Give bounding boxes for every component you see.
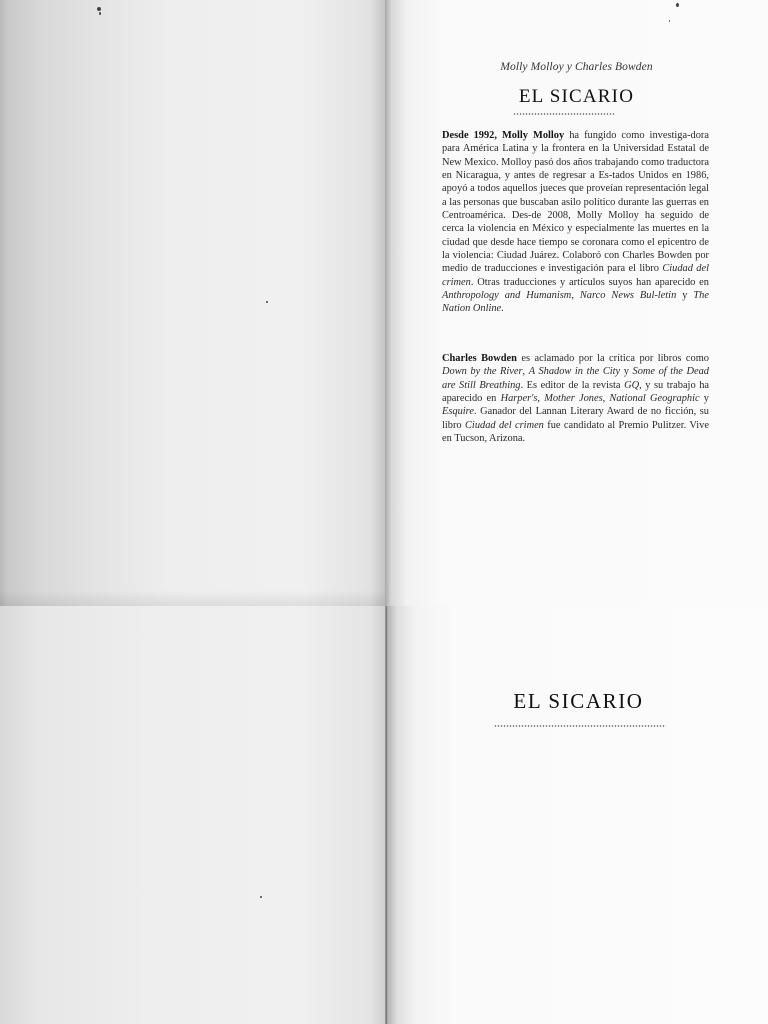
book-title-italic: Some of the Dead are Still Breathing [442,366,709,391]
right-page-title [385,606,768,1024]
scan-speck [99,12,101,15]
bio-text: y [620,366,633,378]
authors-line: Molly Molloy y Charles Bowden [500,61,653,73]
scan-speck [669,20,670,22]
bio-text: . Es editor de la revista [520,379,625,391]
book-title-italic: Down by the River [442,366,523,378]
bio-lead: Charles Bowden [442,353,517,364]
publication-italic: Narco News Bul-letin [579,290,677,302]
book-title-italic: Ciudad del crimen [465,419,544,431]
bottom-spread [0,606,768,1024]
scan-speck [260,896,262,898]
magazine-italic: Harper's [500,393,538,405]
scan-speck [97,7,101,11]
left-page-blank [0,606,385,1024]
scan-speck [676,3,679,7]
bio-text: , [602,393,610,405]
title-dotted-rule [494,725,666,727]
gutter-line [386,606,387,1024]
bio-text: ha fungido como investiga-dora para América Latina y la frontera en la Universidad Estatal de New Mexico. Molloy pasó dos años trabajando como traductora en Nicaragua, y antes de regresar a Es-tados Unidos en 1986, apoyó a todos aquellos jueces que proveían representación legal a las personas que buscaban asilo político durante las guerras en Centroamérica. Des-de 2008, Molly Molloy ha seguido de cerca la violencia en México y especialmente las muertes en la ciudad que desde hace tiempo se coronara como el epicentro de la violencia: Ciudad Juárez. Colaboró con Charles Bowden por medio de traducciones e investigación para el libro [442,130,709,275]
bio-text: , [537,393,545,405]
page-edge-shadow [0,590,385,606]
book-title-italic: Ciudad del crimen [442,263,709,288]
bio-text: y [699,393,709,405]
bio-text: . [501,303,504,315]
magazine-italic: Esquire [442,406,474,418]
publication-italic: Anthropology and Humanism [442,290,572,302]
bio-text: y [676,290,694,302]
scan-speck [266,301,268,303]
bio-lead: Desde 1992, Molly Molloy [442,130,565,141]
bio-molloy [442,129,709,316]
bio-text: , [522,366,529,378]
bio-text: , [571,290,580,302]
magazine-italic: National Geographic [609,393,700,405]
bio-text: es aclamado por la crítica por libros como [516,353,710,364]
left-page-blank [0,0,385,606]
publication-italic: The Nation Online [442,290,709,315]
magazine-italic: Mother Jones [544,393,603,405]
bio-text: , y su trabajo ha aparecido en [442,379,710,405]
half-title: EL SICARIO [513,689,644,713]
bio-text: . Otras traducciones y artículos suyos han aparecido en [470,276,709,288]
bio-text: fue candidato al Premio Pulitzer. Vive en Tucson, Arizona. [442,419,709,445]
book-title-italic: A Shadow in the City [528,366,621,378]
bio-bowden [442,352,709,445]
title-dotted-rule [513,113,615,115]
bio-text: . Ganador del Lannan Literary Award de no ficción, su libro [442,406,709,431]
magazine-italic: GQ [624,379,640,391]
book-title: EL SICARIO [518,86,635,107]
